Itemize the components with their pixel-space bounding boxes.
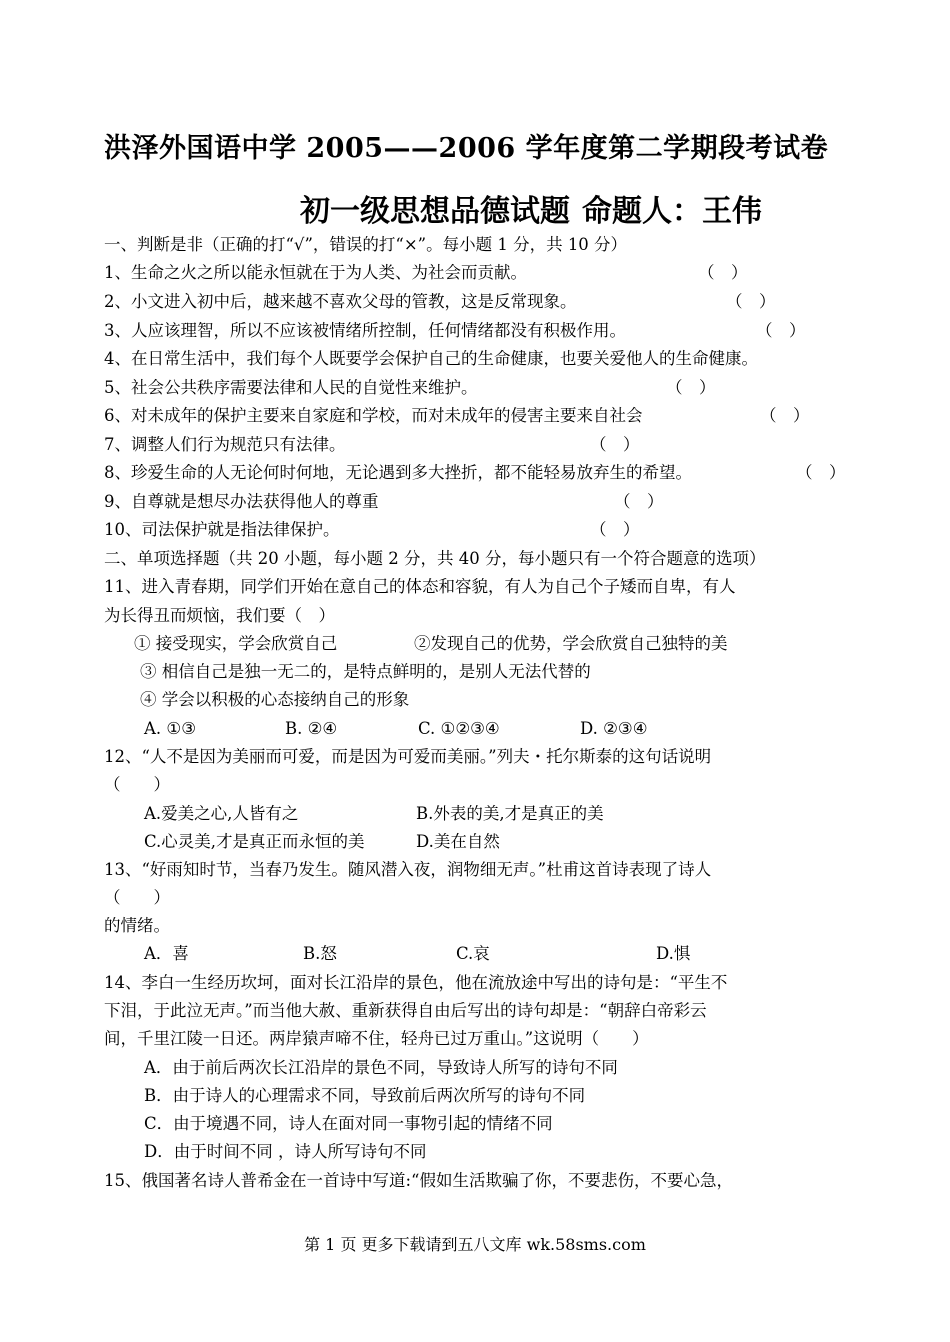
q13-stem-line2: （ ） <box>104 888 170 907</box>
q13-choice-b: B.怒 <box>303 944 337 963</box>
q12-choice-a: A.爱美之心,人皆有之 <box>144 804 299 823</box>
school-title: 洪泽外国语中学 2005——2006 学年度第二学期段考试卷 <box>104 133 829 164</box>
judge-item-3: 3、人应该理智，所以不应该被情绪所控制，任何情绪都没有积极作用。 <box>104 321 626 340</box>
q13-choice-c: C.哀 <box>456 944 490 963</box>
q14-stem-line1: 14、李白一生经历坎坷，面对长江沿岸的景色，他在流放途中写出的诗句是：“平生不 <box>104 973 728 992</box>
q12-choice-d: D.美在自然 <box>416 832 500 851</box>
judge-item-10: 10、司法保护就是指法律保护。 <box>104 520 340 539</box>
q11-stem-line1: 11、进入青春期，同学们开始在意自己的体态和容貌，有人为自己个子矮而自卑，有人 <box>104 577 736 596</box>
q13-stem-line1: 13、“好雨知时节，当春乃发生。随风潜入夜，润物细无声。”杜甫这首诗表现了诗人 <box>104 860 712 879</box>
judge-item-9: 9、自尊就是想尽办法获得他人的尊重 <box>104 492 379 511</box>
judge-item-2: 2、小文进入初中后，越来越不喜欢父母的管教，这是反常现象。 <box>104 292 577 311</box>
answer-paren-3: （ ） <box>756 321 806 340</box>
answer-paren-1: （ ） <box>698 263 748 282</box>
q14-stem-line2: 下泪，于此泣无声。”而当他大赦、重新获得自由后写出的诗句却是：“朝辞白帝彩云 <box>104 1001 707 1020</box>
q11-stem-line2: 为长得丑而烦恼，我们要（ ） <box>104 606 335 625</box>
q11-option-2: ②发现自己的优势，学会欣赏自己独特的美 <box>414 634 728 653</box>
q11-option-4: ④ 学会以积极的心态接纳自己的形象 <box>140 690 410 709</box>
q14-stem-line3: 间，千里江陵一日还。两岸猿声啼不住，轻舟已过万重山。”这说明（ ） <box>104 1029 649 1048</box>
q13-choice-a: A．喜 <box>144 944 189 963</box>
answer-paren-2: （ ） <box>726 292 776 311</box>
q11-choice-a: A. ①③ <box>144 719 196 738</box>
q12-stem-line1: 12、“人不是因为美丽而可爱，而是因为可爱而美丽。”列夫・托尔斯泰的这句话说明 <box>104 747 712 766</box>
q11-choice-c: C. ①②③④ <box>418 719 500 738</box>
judge-item-8: 8、珍爱生命的人无论何时何地，无论遇到多大挫折，都不能轻易放弃生的希望。 <box>104 463 692 482</box>
q15-stem-line1: 15、俄国著名诗人普希金在一首诗中写道:“假如生活欺骗了你，不要悲伤，不要心急， <box>104 1171 733 1190</box>
subject-title-line <box>300 186 762 230</box>
answer-paren-10: （ ） <box>590 520 640 539</box>
q14-choice-d: D．由于时间不同 ，诗人所写诗句不同 <box>144 1142 427 1161</box>
q11-choice-b: B. ②④ <box>285 719 338 738</box>
q11-option-1: ① 接受现实，学会欣赏自己 <box>134 634 338 653</box>
judge-item-5: 5、社会公共秩序需要法律和人民的自觉性来维护。 <box>104 378 478 397</box>
q14-choice-a: A．由于前后两次长江沿岸的景色不同，导致诗人所写的诗句不同 <box>144 1058 618 1077</box>
q13-stem-line3: 的情绪。 <box>104 916 170 935</box>
judge-item-4: 4、在日常生活中，我们每个人既要学会保护自己的生命健康，也要关爱他人的生命健康。 <box>104 349 758 368</box>
q14-choice-b: B．由于诗人的心理需求不同，导致前后两次所写的诗句不同 <box>144 1086 586 1105</box>
q12-choice-c: C.心灵美,才是真正而永恒的美 <box>144 832 365 851</box>
q11-choice-d: D. ②③④ <box>580 719 648 738</box>
q13-choice-d: D.惧 <box>656 944 691 963</box>
q14-choice-c: C．由于境遇不同，诗人在面对同一事物引起的情绪不同 <box>144 1114 553 1133</box>
judge-item-7: 7、调整人们行为规范只有法律。 <box>104 435 346 454</box>
q12-choice-b: B.外表的美,才是真正的美 <box>416 804 604 823</box>
answer-paren-9: （ ） <box>614 492 664 511</box>
answer-paren-7: （ ） <box>590 435 640 454</box>
answer-paren-5: （ ） <box>666 378 716 397</box>
subject-title: 初一级思想品德试题 <box>300 194 570 229</box>
answer-paren-8: （ ） <box>796 463 846 482</box>
q11-option-3: ③ 相信自己是独一无二的，是特点鲜明的，是别人无法代替的 <box>140 662 591 681</box>
page-footer: 第 1 页 更多下载请到五八文库 wk.58sms.com <box>304 1235 646 1254</box>
section2-heading: 二、单项选择题（共 20 小题，每小题 2 分，共 40 分，每小题只有一个符合题意的选项） <box>104 549 766 568</box>
section1-heading: 一、判断是非（正确的打“√”，错误的打“×”。每小题 1 分，共 10 分） <box>104 235 628 254</box>
judge-item-6: 6、对未成年的保护主要来自家庭和学校，而对未成年的侵害主要来自社会 <box>104 406 643 425</box>
author: 命题人：王伟 <box>582 194 762 229</box>
q12-stem-line2: （ ） <box>104 775 170 794</box>
judge-item-1: 1、生命之火之所以能永恒就在于为人类、为社会而贡献。 <box>104 263 527 282</box>
answer-paren-6: （ ） <box>760 406 810 425</box>
